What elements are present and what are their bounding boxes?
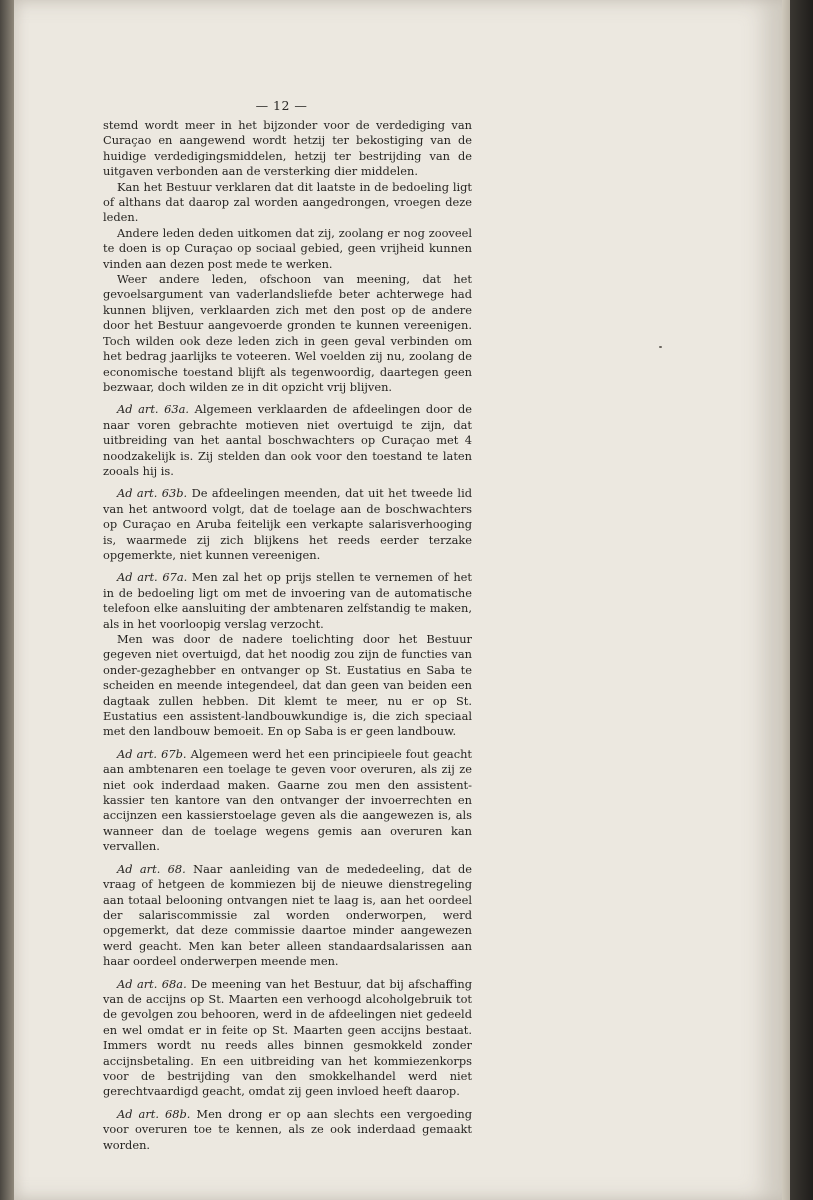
paragraph-gap (103, 395, 472, 402)
article-label: Ad art. 68a. (117, 976, 187, 991)
paragraph-text: Men zal het op prijs stellen te vernemen of het in de bedoeling ligt om met de invoering van de automatische telefoon elke aansluiting der ambtenaren zelfstandig te maken, als in het voorloopig verslag verzocht. (103, 570, 472, 631)
paragraph (103, 226, 472, 272)
article-label: Ad art. 68. (117, 861, 186, 876)
paragraph-text: Andere leden deden uitkomen dat zij, zoolang er nog zooveel te doen is op Curaçao op sociaal gebied, geen vrijheid kunnen vinden aan dezen post mede te werken. (103, 225, 472, 271)
paragraph-text: Kan het Bestuur verklaren dat dit laatste in de bedoeling ligt of althans dat daarop zal worden aangedrongen, vroegen deze leden. (103, 179, 472, 225)
paragraph-gap (103, 740, 472, 747)
article-label: Ad art. 67a. (117, 570, 188, 585)
paragraph-gap (103, 563, 472, 570)
paragraph-gap (103, 970, 472, 977)
speck (659, 346, 662, 348)
article-paragraph (103, 1107, 472, 1153)
article-paragraph (103, 570, 472, 632)
paragraph-text: Algemeen verklaarden de afdeelingen door de naar voren gebrachte motieven niet overtuigd te zijn, dat uitbreiding van het aantal boschwachters op Curaçao met 4 noodzakelijk is. Zij stelden dan ook voor den toestand te laten zooals hij is. (103, 402, 472, 478)
paragraph (103, 632, 472, 740)
article-label: Ad art. 63b. (117, 486, 188, 501)
paragraph-gap (103, 855, 472, 862)
paragraph-text: De afdeelingen meenden, dat uit het tweede lid van het antwoord volgt, dat de toelage aan de boschwachters op Curaçao en Aruba feitelijk een verkapte salarisverhooging is, waarmede zij zich blijkens het reeds eerder terzake opgemerkte, niet kunnen vereenigen. (103, 486, 473, 562)
article-paragraph (103, 977, 472, 1100)
article-paragraph (103, 402, 472, 479)
paragraph-text: Algemeen werd het een principieele fout geacht aan ambtenaren een toelage te geven voor overuren, als zij ze niet ook inderdaad maken. Gaarne zou men den assistent-kassier ten kantore van den ontvanger der invoerrechten en accijnzen een kassierstoelage geven als die aangewezen is, als wanneer dan de toelage wegens gemis aan overuren kan vervallen. (103, 746, 472, 854)
page-right-edge (782, 0, 790, 1200)
article-paragraph (103, 747, 472, 855)
paragraph-gap (103, 1100, 472, 1107)
paragraph-text: De meening van het Bestuur, dat bij afschaffing van de accijns op St. Maarten een verhoogd alcoholgebruik tot de gevolgen zou behooren, werd in de afdeelingen niet gedeeld en wel omdat er in feite op St. Maarten geen accijns bestaat. Immers wordt nu reeds alles binnen gesmokkeld zonder accijnsbetaling. En een uitbreiding van het kommiezenkorps voor de bestrijding van den smokkelhandel werd niet gerechtvaardigd geacht, omdat zij geen invloed heeft daarop. (103, 976, 472, 1099)
article-label: Ad art. 63a. (117, 402, 190, 417)
paragraph-text: Men was door de nadere toelichting door het Bestuur gegeven niet overtuigd, dat het noodig zou zijn de functies van onder-gezaghebber en ontvanger op St. Eustatius en Saba te scheiden en meende integendeel, dat dan geen van beiden een dagtaak zullen hebben. Dit klemt te meer, nu er op St. Eustatius een assistent-landbouwkundige is, die zich speciaal met den landbouw bemoeit. En op Saba is er geen landbouw. (103, 632, 472, 739)
paragraph-gap (103, 479, 472, 486)
paragraph (103, 272, 472, 395)
left-page-edge (0, 0, 14, 1200)
article-label: Ad art. 68b. (117, 1106, 191, 1121)
article-paragraph (103, 862, 472, 970)
page-number: — 12 — (255, 98, 308, 113)
paragraph-text: stemd wordt meer in het bijzonder voor de verdediging van Curaçao en aangewend wordt hetzij ter bekostiging van de huidige verdedigingsmiddelen, hetzij ter bestrijding van de uitgaven verbonden aan de versterking dier middelen. (103, 118, 472, 179)
paragraph-text: Naar aanleiding van de mededeeling, dat de vraag of hetgeen de kommiezen bij de nieuwe dienstregeling aan totaal belooning ontvangen niet te laag is, aan het oordeel der salariscommissie zal worden onderworpen, werd opgemerkt, dat deze commissie daartoe minder aangewezen werd geacht. Men kan beter alleen standaardsalarissen aan haar oordeel onderwerpen meende men. (103, 861, 473, 969)
paragraph (103, 180, 472, 226)
article-paragraph (103, 486, 472, 563)
paragraph (103, 118, 472, 180)
article-label: Ad art. 67b. (117, 746, 187, 761)
paragraph-text: Men drong er op aan slechts een vergoeding voor overuren toe te kennen, als ze ook inderdaad gemaakt worden. (103, 1106, 472, 1152)
book-binding (790, 0, 813, 1200)
paragraph-text: Weer andere leden, ofschoon van meening, dat het gevoelsargument van vaderlandsliefde beter achterwege had kunnen blijven, verklaarden zich met den post op de andere door het Bestuur aangevoerde gronden te kunnen vereenigen. Toch wilden ook deze leden zich in geen geval verbinden om het bedrag jaarlijks te voteeren. Wel voelden zij nu, zoolang de economische toestand blijft als tegenwoordig, daartegen geen bezwaar, doch wilden ze in dit opzicht vrij blijven. (103, 272, 472, 394)
document-page (14, 0, 782, 1200)
body-text (103, 118, 472, 1153)
